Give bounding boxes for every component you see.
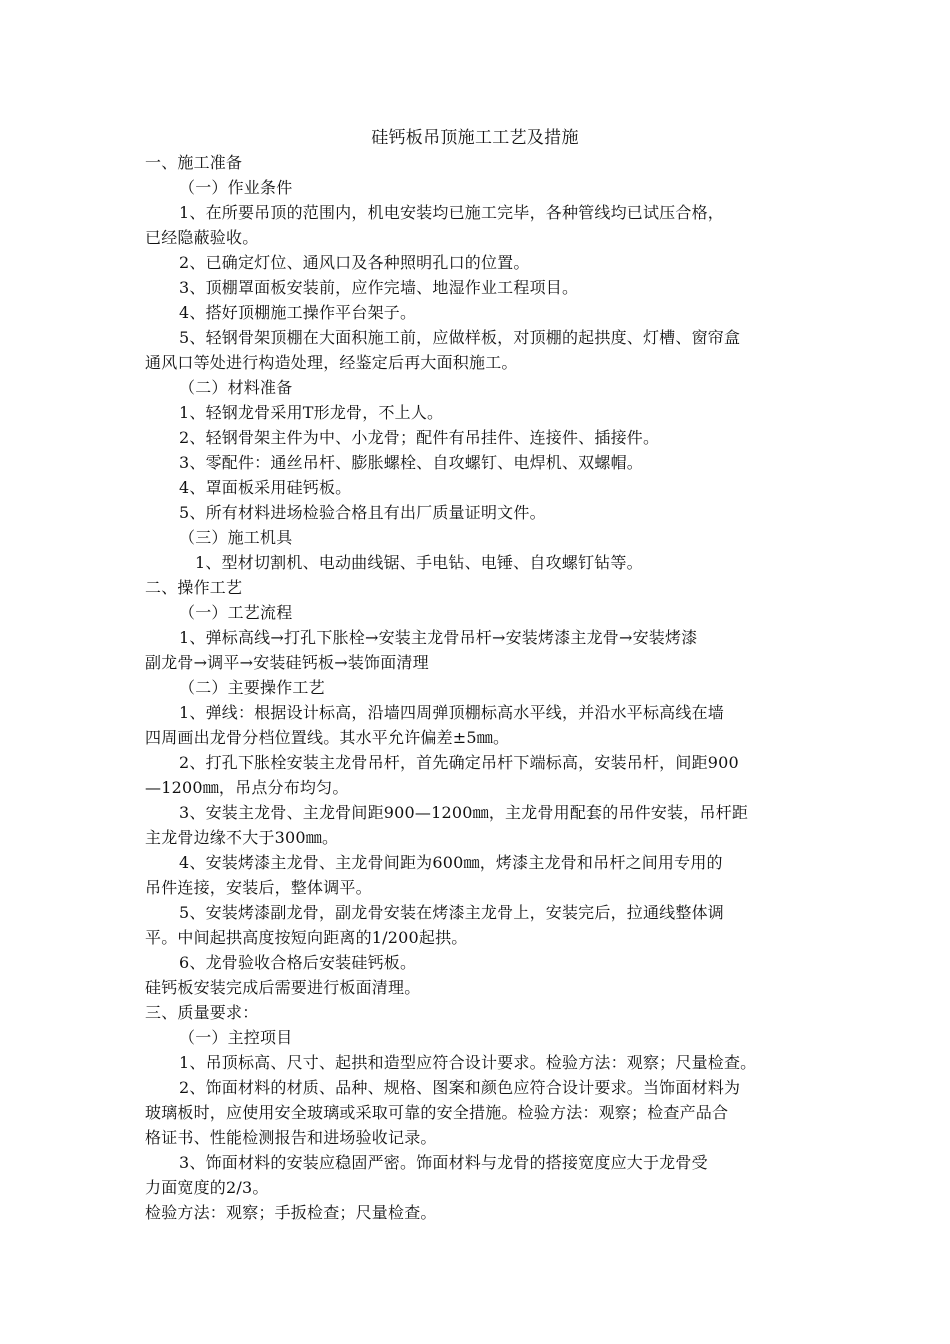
text-line: 玻璃板时，应使用安全玻璃或采取可靠的安全措施。检验方法：观察；检查产品合 bbox=[145, 1103, 729, 1122]
text-line: 5、轻钢骨架顶棚在大面积施工前，应做样板，对顶棚的起拱度、灯槽、窗帘盒 bbox=[179, 328, 741, 347]
text-line: （二）材料准备 bbox=[179, 378, 293, 397]
text-line: 平。中间起拱高度按短向距离的1/200起拱。 bbox=[145, 928, 468, 947]
text-line: 四周画出龙骨分档位置线。其水平允许偏差±5㎜。 bbox=[145, 728, 510, 747]
text-line: 1、弹标高线→打孔下胀栓→安装主龙骨吊杆→安装烤漆主龙骨→安装烤漆 bbox=[179, 628, 698, 647]
text-line: 硅钙板安装完成后需要进行板面清理。 bbox=[145, 978, 421, 997]
text-line: 3、安装主龙骨、主龙骨间距900—1200㎜，主龙骨用配套的吊件安装，吊杆距 bbox=[179, 803, 749, 822]
text-line: 5、安装烤漆副龙骨，副龙骨安装在烤漆主龙骨上，安装完后，拉通线整体调 bbox=[179, 903, 724, 922]
text-line: 二、操作工艺 bbox=[145, 578, 243, 597]
text-line: —1200㎜，吊点分布均匀。 bbox=[145, 778, 349, 797]
text-line: 4、罩面板采用硅钙板。 bbox=[179, 478, 352, 497]
text-line: 1、型材切割机、电动曲线锯、手电钻、电锤、自攻螺钉钻等。 bbox=[195, 553, 643, 572]
text-line: 主龙骨边缘不大于300㎜。 bbox=[145, 828, 339, 847]
text-line: 3、顶棚罩面板安装前，应作完墙、地湿作业工程项目。 bbox=[179, 278, 579, 297]
text-line: 一、施工准备 bbox=[145, 153, 243, 172]
text-line: 4、安装烤漆主龙骨、主龙骨间距为600㎜，烤漆主龙骨和吊杆之间用专用的 bbox=[179, 853, 723, 872]
text-line: 2、轻钢骨架主件为中、小龙骨；配件有吊挂件、连接件、插接件。 bbox=[179, 428, 660, 447]
text-line: 三、质量要求： bbox=[145, 1003, 259, 1022]
text-line: 检验方法：观察；手扳检查；尺量检查。 bbox=[145, 1203, 437, 1222]
text-line: 1、吊顶标高、尺寸、起拱和造型应符合设计要求。检验方法：观察；尺量检查。 bbox=[179, 1053, 757, 1072]
document-title: 硅钙板吊顶施工工艺及措施 bbox=[371, 128, 579, 148]
text-line: （一）工艺流程 bbox=[179, 603, 293, 622]
text-line: 1、在所要吊顶的范围内，机电安装均已施工完毕，各种管线均已试压合格， bbox=[179, 203, 724, 222]
text-line: 3、饰面材料的安装应稳固严密。饰面材料与龙骨的搭接宽度应大于龙骨受 bbox=[179, 1153, 708, 1172]
text-line: （二）主要操作工艺 bbox=[179, 678, 325, 697]
text-line: 吊件连接，安装后，整体调平。 bbox=[145, 878, 372, 897]
text-line: 力面宽度的2/3。 bbox=[145, 1178, 269, 1197]
document-body bbox=[145, 150, 809, 1225]
text-line: 已经隐蔽验收。 bbox=[145, 228, 259, 247]
text-line: 1、弹线：根据设计标高，沿墙四周弹顶棚标高水平线，并沿水平标高线在墙 bbox=[179, 703, 724, 722]
text-line: 2、饰面材料的材质、品种、规格、图案和颜色应符合设计要求。当饰面材料为 bbox=[179, 1078, 741, 1097]
text-line: 格证书、性能检测报告和进场验收记录。 bbox=[145, 1128, 437, 1147]
text-line: （一）作业条件 bbox=[179, 178, 293, 197]
text-line: 副龙骨→调平→安装硅钙板→装饰面清理 bbox=[145, 653, 429, 672]
text-line: 3、零配件：通丝吊杆、膨胀螺栓、自攻螺钉、电焊机、双螺帽。 bbox=[179, 453, 643, 472]
text-line: 4、搭好顶棚施工操作平台架子。 bbox=[179, 303, 417, 322]
text-line: 2、已确定灯位、通风口及各种照明孔口的位置。 bbox=[179, 253, 530, 272]
text-line: 6、龙骨验收合格后安装硅钙板。 bbox=[179, 953, 417, 972]
text-line: （三）施工机具 bbox=[179, 528, 293, 547]
text-line: 通风口等处进行构造处理，经鉴定后再大面积施工。 bbox=[145, 353, 518, 372]
text-line: 1、轻钢龙骨采用T形龙骨，不上人。 bbox=[179, 403, 444, 422]
text-line: （一）主控项目 bbox=[179, 1028, 293, 1047]
text-line: 5、所有材料进场检验合格且有出厂质量证明文件。 bbox=[179, 503, 546, 522]
text-line: 2、打孔下胀栓安装主龙骨吊杆，首先确定吊杆下端标高，安装吊杆，间距900 bbox=[179, 753, 739, 772]
